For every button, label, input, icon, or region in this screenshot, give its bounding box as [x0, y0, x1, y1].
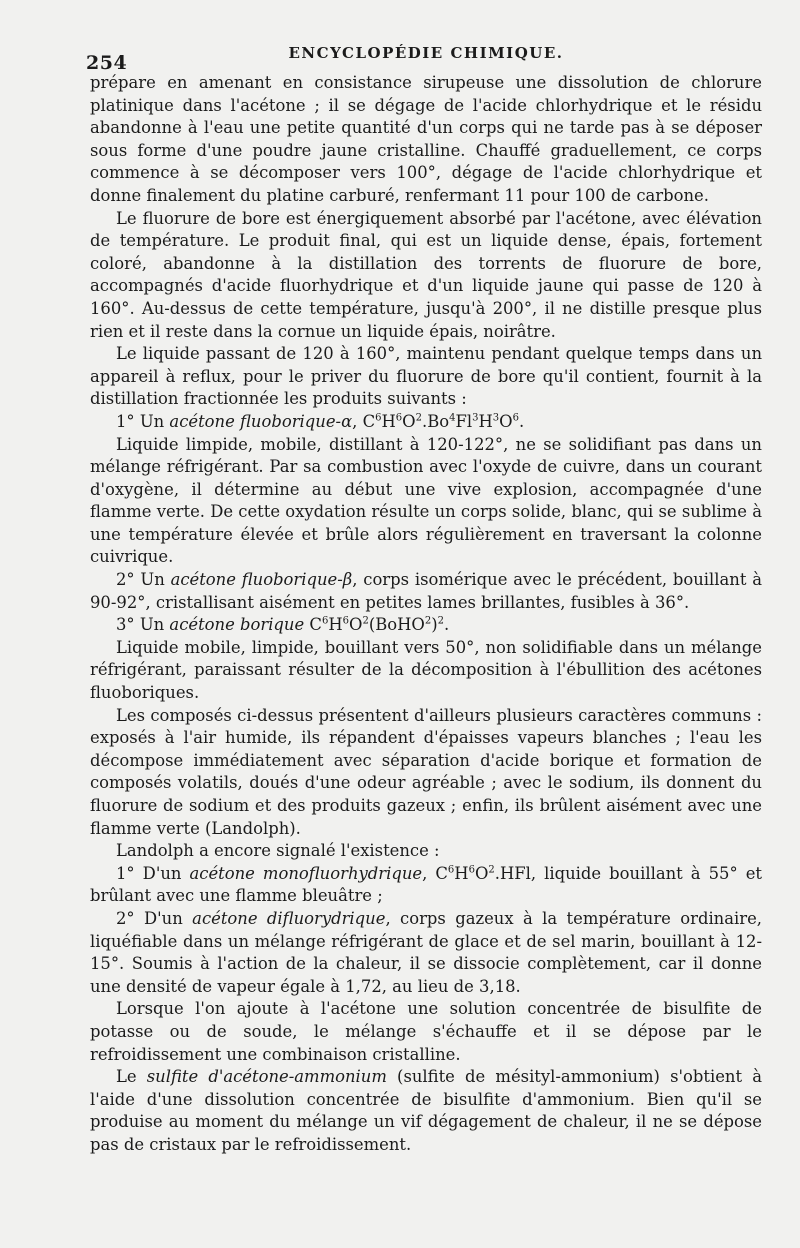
paragraph-p2: Le fluorure de bore est énergiquement absorbé par l'acétone, avec élévation de température. Le produit final, qui est un liquide dense, épais, fortement coloré, abandonne à la distillation des torrents de fluorure de bore, accompagnés d'acide fluorhydrique et d'un liquide jaune qui passe de 120 à 160°. Au-dessus de cette température, jusqu'à 200°, il ne distille presque plus rien et il reste dans la cornue un liquide épais, noirâtre. — [90, 208, 762, 341]
paragraph-p3: Le liquide passant de 120 à 160°, maintenu pendant quelque temps dans un appareil à reflux, pour le priver du fluorure de bore qu'il contient, fournit à la distillation fractionnée les produits suivants : — [90, 344, 762, 409]
paragraph-p11: 1° D'un acétone monofluorhydrique, $C^6H^6O^2.HFl$, liquide bouillant à 55° et brûlant avec une flamme bleuâtre ; — [90, 863, 763, 906]
running-head: ENCYCLOPÉDIE CHIMIQUE. — [288, 44, 564, 62]
paragraph-p4: 1° Un acétone fluoborique-α, $C^6H^6O^2.Bo^4Fl^3H^3O^6$. — [116, 411, 525, 431]
page-header — [86, 44, 766, 72]
paragraph-p9: Les composés ci-dessus présentent d'ailleurs plusieurs caractères communs : exposés à l'air humide, ils répandent d'épaisses vapeurs blanches ; l'eau les décompose immédiatement avec séparation d'acide borique et formation de composés volatils, doués d'une odeur agréable ; avec le sodium, ils donnent du fluorure de sodium et des produits gazeux ; enfin, ils brûlent aisément avec une flamme verte (Landolph). — [90, 705, 762, 838]
paragraph-p12: 2° D'un acétone difluorydrique, corps gazeux à la température ordinaire, liquéfiable dans un mélange réfrigérant de glace et de sel marin, bouillant à 12-15°. Soumis à l'action de la chaleur, il se dissocie complètement, car il donne une densité de vapeur égale à 1,72, au lieu de 3,18. — [90, 908, 763, 996]
paragraph-p7: 3° Un acétone borique $C^6H^6O^2(BoHO^2)^2$. — [116, 615, 450, 635]
page-body-text — [90, 72, 762, 1157]
paragraph-p8: Liquide mobile, limpide, bouillant vers 50°, non solidifiable dans un mélange réfrigérant, paraissant résulter de la décomposition à l'ébullition des acétones fluoboriques. — [90, 637, 762, 703]
paragraph-p5: Liquide limpide, mobile, distillant à 120-122°, ne se solidifiant pas dans un mélange réfrigérant. Par sa combustion avec l'oxyde de cuivre, dans un courant d'oxygène, il détermine au début une vive explosion, accompagnée d'une flamme verte. De cette oxydation résulte un corps solide, blanc, qui se sublime à une température élevée et brûle alors régulièrement en traversant la colonne cuivrique. — [90, 434, 762, 567]
page-number: 254 — [86, 52, 128, 74]
paragraph-p6: 2° Un acétone fluoborique-β, corps isomérique avec le précédent, bouillant à 90-92°, cristallisant aisément en petites lames brillantes, fusibles à 36°. — [90, 570, 762, 612]
paragraph-p10: Landolph a encore signalé l'existence : — [116, 841, 440, 861]
paragraph-p13: Lorsque l'on ajoute à l'acétone une solution concentrée de bisulfite de potasse ou de soude, le mélange s'échauffe et il se dépose par le refroidissement une combinaison cristalline. — [90, 999, 762, 1064]
paragraph-p1: prépare en amenant en consistance sirupeuse une dissolution de chlorure platinique dans l'acétone ; il se dégage de l'acide chlorhydrique et le résidu abandonne à l'eau une petite quantité d'un corps qui ne tarde pas à se déposer sous forme d'une poudre jaune cristalline. Chauffé graduellement, ce corps commence à se décomposer vers 100°, dégage de l'acide chlorhydrique et donne finalement du platine carburé, renfermant 11 pour 100 de carbone. — [90, 73, 762, 205]
paragraph-p14: Le sulfite d'acétone-ammonium (sulfite de mésityl-ammonium) s'obtient à l'aide d'une dissolution concentrée de bisulfite d'ammonium. Bien qu'il se produise au moment du mélange un vif dégagement de chaleur, il ne se dépose pas de cristaux par le refroidissement. — [90, 1067, 763, 1154]
